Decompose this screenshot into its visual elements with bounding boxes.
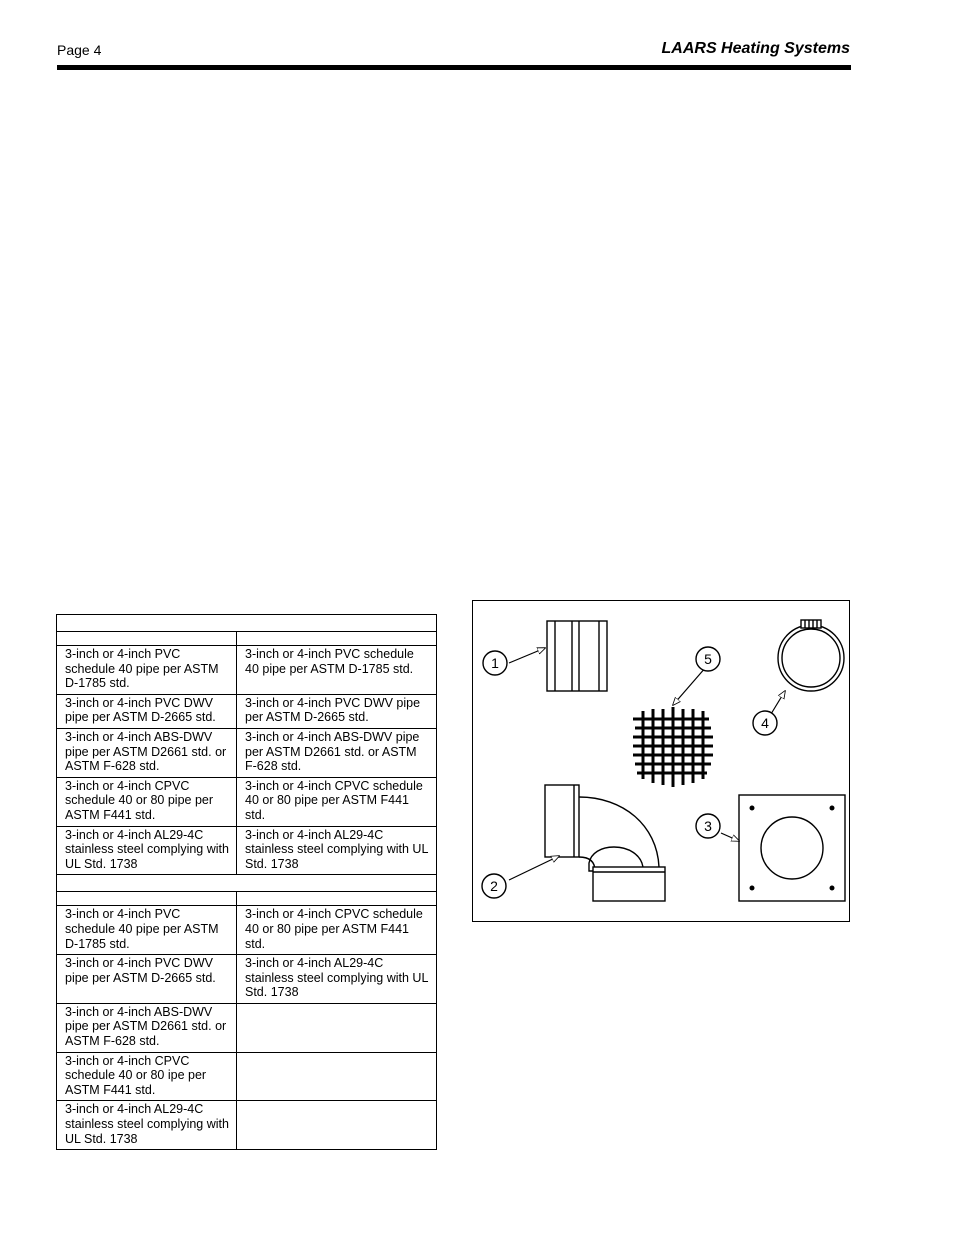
- table-cell: 3-inch or 4-inch AL29-4C stainless steel complying with UL Std. 1738: [237, 955, 437, 1004]
- table-row: [57, 1003, 437, 1052]
- callout-1: [483, 651, 507, 675]
- table-section-header: [57, 615, 437, 632]
- svg-text:5: 5: [704, 651, 712, 667]
- table-cell: [237, 1003, 437, 1052]
- vent-pipe-table: [56, 614, 437, 1150]
- table-cell: 3-inch or 4-inch CPVC schedule 40 or 80 pipe per ASTM F441 std.: [57, 777, 237, 826]
- svg-text:4: 4: [761, 715, 769, 731]
- coupling-icon: [547, 621, 607, 691]
- svg-text:1: 1: [491, 655, 499, 671]
- hose-clamp-icon: [778, 620, 844, 691]
- table-cell: 3-inch or 4-inch PVC DWV pipe per ASTM D-2665 std.: [57, 694, 237, 728]
- table-cell: 3-inch or 4-inch ABS-DWV pipe per ASTM D2661 std. or ASTM F-628 std.: [237, 728, 437, 777]
- svg-text:3: 3: [704, 818, 712, 834]
- table-cell: 3-inch or 4-inch CPVC schedule 40 or 80 pipe per ASTM F441 std.: [237, 906, 437, 955]
- table-cell: 3-inch or 4-inch PVC DWV pipe per ASTM D-2665 std.: [237, 694, 437, 728]
- elbow-icon: [545, 785, 665, 901]
- table-row: [57, 728, 437, 777]
- table-row: [57, 1052, 437, 1101]
- table-row: [57, 777, 437, 826]
- table-column-header: [57, 632, 437, 646]
- table-cell: 3-inch or 4-inch PVC schedule 40 pipe per ASTM D-1785 std.: [57, 646, 237, 695]
- callout-4: [753, 711, 777, 735]
- table-cell: 3-inch or 4-inch CPVC schedule 40 or 80 ipe per ASTM F441 std.: [57, 1052, 237, 1101]
- table-row: [57, 1101, 437, 1150]
- table-row: [57, 906, 437, 955]
- table-cell: [237, 1052, 437, 1101]
- table-cell: 3-inch or 4-inch ABS-DWV pipe per ASTM D2661 std. or ASTM F-628 std.: [57, 1003, 237, 1052]
- table-cell: 3-inch or 4-inch PVC schedule 40 pipe per ASTM D-1785 std.: [57, 906, 237, 955]
- mounting-plate-icon: [739, 795, 845, 901]
- table-section-header: [57, 875, 437, 892]
- table-cell: [237, 1101, 437, 1150]
- table-cell: 3-inch or 4-inch AL29-4C stainless steel complying with UL Std. 1738: [57, 1101, 237, 1150]
- screen-grid-icon: [633, 707, 713, 787]
- brand-title: LAARS Heating Systems: [661, 40, 850, 57]
- callout-5: [696, 647, 720, 671]
- table-row: [57, 955, 437, 1004]
- table-cell: 3-inch or 4-inch AL29-4C stainless steel complying with UL Std. 1738: [237, 826, 437, 875]
- callout-3: [696, 814, 720, 838]
- callout-2: [482, 874, 506, 898]
- page-number: Page 4: [57, 42, 102, 58]
- svg-text:2: 2: [490, 878, 498, 894]
- vent-parts-figure: [472, 600, 850, 922]
- table-row: [57, 826, 437, 875]
- table-column-header: [57, 892, 437, 906]
- table-cell: 3-inch or 4-inch ABS-DWV pipe per ASTM D2661 std. or ASTM F-628 std.: [57, 728, 237, 777]
- header-rule: [57, 65, 851, 70]
- table-cell: 3-inch or 4-inch PVC DWV pipe per ASTM D-2665 std.: [57, 955, 237, 1004]
- table-cell: 3-inch or 4-inch AL29-4C stainless steel complying with UL Std. 1738: [57, 826, 237, 875]
- table-row: [57, 646, 437, 695]
- table-cell: 3-inch or 4-inch PVC schedule 40 pipe per ASTM D-1785 std.: [237, 646, 437, 695]
- table-cell: 3-inch or 4-inch CPVC schedule 40 or 80 pipe per ASTM F441 std.: [237, 777, 437, 826]
- table-row: [57, 694, 437, 728]
